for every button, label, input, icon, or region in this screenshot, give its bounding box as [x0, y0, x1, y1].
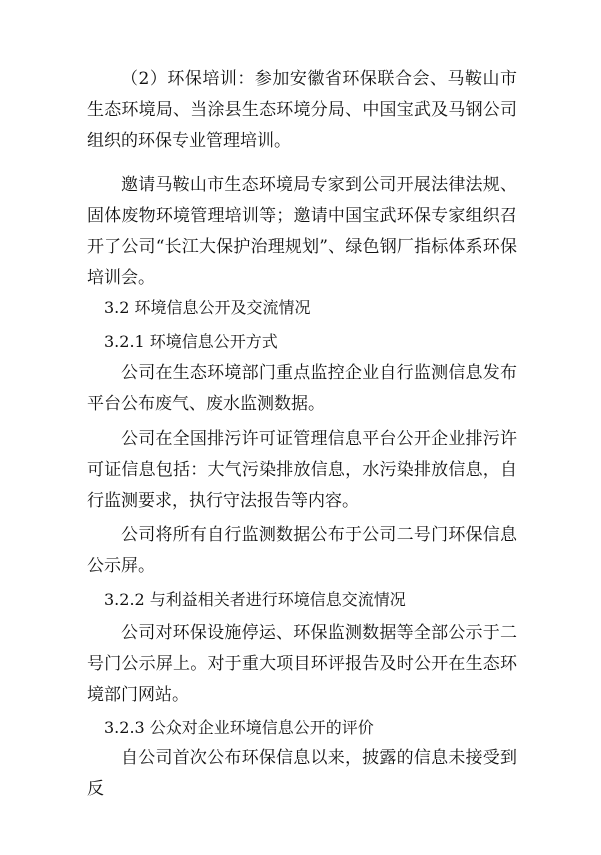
- paragraph-monitoring-platform: 公司在生态环境部门重点监控企业自行监测信息发布平台公布废气、废水监测数据。: [87, 363, 517, 414]
- section-heading-3-2-3: 3.2.3 公众对企业环境信息公开的评价: [104, 718, 374, 737]
- paragraph-stakeholder-disclosure: 公司对环保设施停运、环保监测数据等全部公示于二号门公示屏上。对于重大项目环评报告及时公开在生态环境部门网站。: [87, 623, 517, 705]
- paragraph-public-evaluation: 自公司首次公布环保信息以来，披露的信息未接受到反: [87, 748, 517, 799]
- paragraph-expert-invitation: 邀请马鞍山市生态环境局专家到公司开展法律法规、固体废物环境管理培训等；邀请中国宝武环保专家组织召开了公司“长江大保护治理规划”、绿色钢厂指标体系环保培训会。: [87, 175, 517, 288]
- paragraph-permit-platform: 公司在全国排污许可证管理信息平台公开企业排污许可证信息包括：大气污染排放信息，水污染排放信息，自行监测要求，执行守法报告等内容。: [87, 429, 517, 511]
- section-heading-3-2-2: 3.2.2 与利益相关者进行环境信息交流情况: [104, 590, 406, 609]
- section-heading-3-2: 3.2 环境信息公开及交流情况: [104, 298, 311, 317]
- section-heading-3-2-1: 3.2.1 环境信息公开方式: [104, 332, 278, 351]
- paragraph-env-training: （2）环保培训：参加安徽省环保联合会、马鞍山市生态环境局、当涂县生态环境分局、中国宝武及马钢公司组织的环保专业管理培训。: [87, 69, 517, 151]
- paragraph-display-screen: 公司将所有自行监测数据公布于公司二号门环保信息公示屏。: [87, 525, 517, 576]
